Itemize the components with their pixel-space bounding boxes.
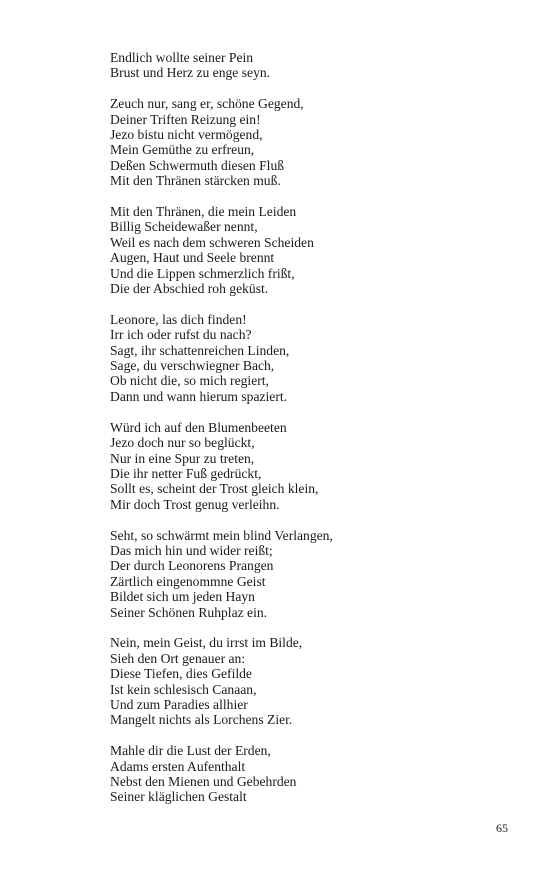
verse-line: Nein, mein Geist, du irrst im Bilde, bbox=[110, 635, 303, 651]
verse-line: Mahle dir die Lust der Erden, bbox=[110, 743, 271, 759]
verse-line: Deiner Triften Reizung ein! bbox=[110, 111, 261, 127]
stanza bbox=[110, 420, 510, 512]
verse-line: Deßen Schwermuth diesen Fluß bbox=[110, 157, 285, 173]
verse-line: Billig Scheidewaßer nennt, bbox=[110, 219, 258, 235]
verse-line: Und die Lippen schmerzlich frißt, bbox=[110, 265, 295, 281]
verse-line: Mangelt nichts als Lorchens Zier. bbox=[110, 712, 293, 728]
verse-line: Endlich wollte seiner Pein bbox=[110, 50, 254, 65]
verse-line: Zeuch nur, sang er, schöne Gegend, bbox=[110, 96, 304, 112]
verse-line: Nur in eine Spur zu treten, bbox=[110, 450, 255, 466]
verse-line: Leonore, las dich finden! bbox=[110, 311, 247, 327]
verse-line: Nebst den Mienen und Gebehrden bbox=[110, 773, 297, 789]
verse-line: Sollt es, scheint der Trost gleich klein, bbox=[110, 481, 319, 497]
verse-line: Und zum Paradies allhier bbox=[110, 696, 248, 712]
verse-line: Jezo doch nur so beglückt, bbox=[110, 435, 255, 451]
verse-line: Adams ersten Aufenthalt bbox=[110, 758, 246, 774]
verse-line: Seiner Schönen Ruhplaz ein. bbox=[110, 604, 268, 620]
stanza bbox=[110, 528, 510, 620]
verse-line: Bildet sich um jeden Hayn bbox=[110, 589, 255, 605]
verse-line: Augen, Haut und Seele brennt bbox=[110, 250, 275, 266]
verse-line: Würd ich auf den Blumenbeeten bbox=[110, 419, 287, 435]
stanza bbox=[110, 312, 510, 404]
verse-line: Ob nicht die, so mich regiert, bbox=[110, 373, 269, 389]
verse-line: Mit den Thränen stärcken muß. bbox=[110, 173, 281, 189]
verse-line: Dann und wann hierum spaziert. bbox=[110, 388, 288, 404]
verse-line: Seiner kläglichen Gestalt bbox=[110, 789, 247, 805]
verse-line: Ist kein schlesisch Canaan, bbox=[110, 681, 257, 697]
stanza bbox=[110, 204, 510, 296]
page-number: 65 bbox=[496, 821, 508, 835]
verse-line: Der durch Leonorens Prangen bbox=[110, 558, 274, 574]
verse-line: Seht, so schwärmt mein blind Verlangen, bbox=[110, 527, 333, 543]
verse-line: Die der Abschied roh geküst. bbox=[110, 281, 269, 297]
verse-line: Das mich hin und wider reißt; bbox=[110, 542, 273, 558]
verse-line: Weil es nach dem schweren Scheiden bbox=[110, 234, 314, 250]
poem-text bbox=[110, 50, 510, 820]
verse-line: Mir doch Trost genug verleihn. bbox=[110, 496, 280, 512]
stanza bbox=[110, 743, 510, 805]
verse-line: Sieh den Ort genauer an: bbox=[110, 650, 246, 666]
verse-line: Zärtlich eingenommne Geist bbox=[110, 573, 266, 589]
verse-line: Brust und Herz zu enge seyn. bbox=[110, 65, 271, 81]
stanza bbox=[110, 635, 510, 727]
verse-line: Die ihr netter Fuß gedrückt, bbox=[110, 465, 262, 481]
verse-line: Diese Tiefen, dies Gefilde bbox=[110, 666, 252, 682]
verse-line: Sage, du verschwiegner Bach, bbox=[110, 358, 275, 374]
stanza bbox=[110, 96, 510, 188]
verse-line: Irr ich oder rufst du nach? bbox=[110, 327, 252, 343]
verse-line: Jezo bistu nicht vermögend, bbox=[110, 127, 263, 143]
verse-line: Mein Gemüthe zu erfreun, bbox=[110, 142, 255, 158]
verse-line: Sagt, ihr schattenreichen Linden, bbox=[110, 342, 290, 358]
verse-line: Mit den Thränen, die mein Leiden bbox=[110, 204, 297, 220]
stanza bbox=[110, 50, 510, 81]
